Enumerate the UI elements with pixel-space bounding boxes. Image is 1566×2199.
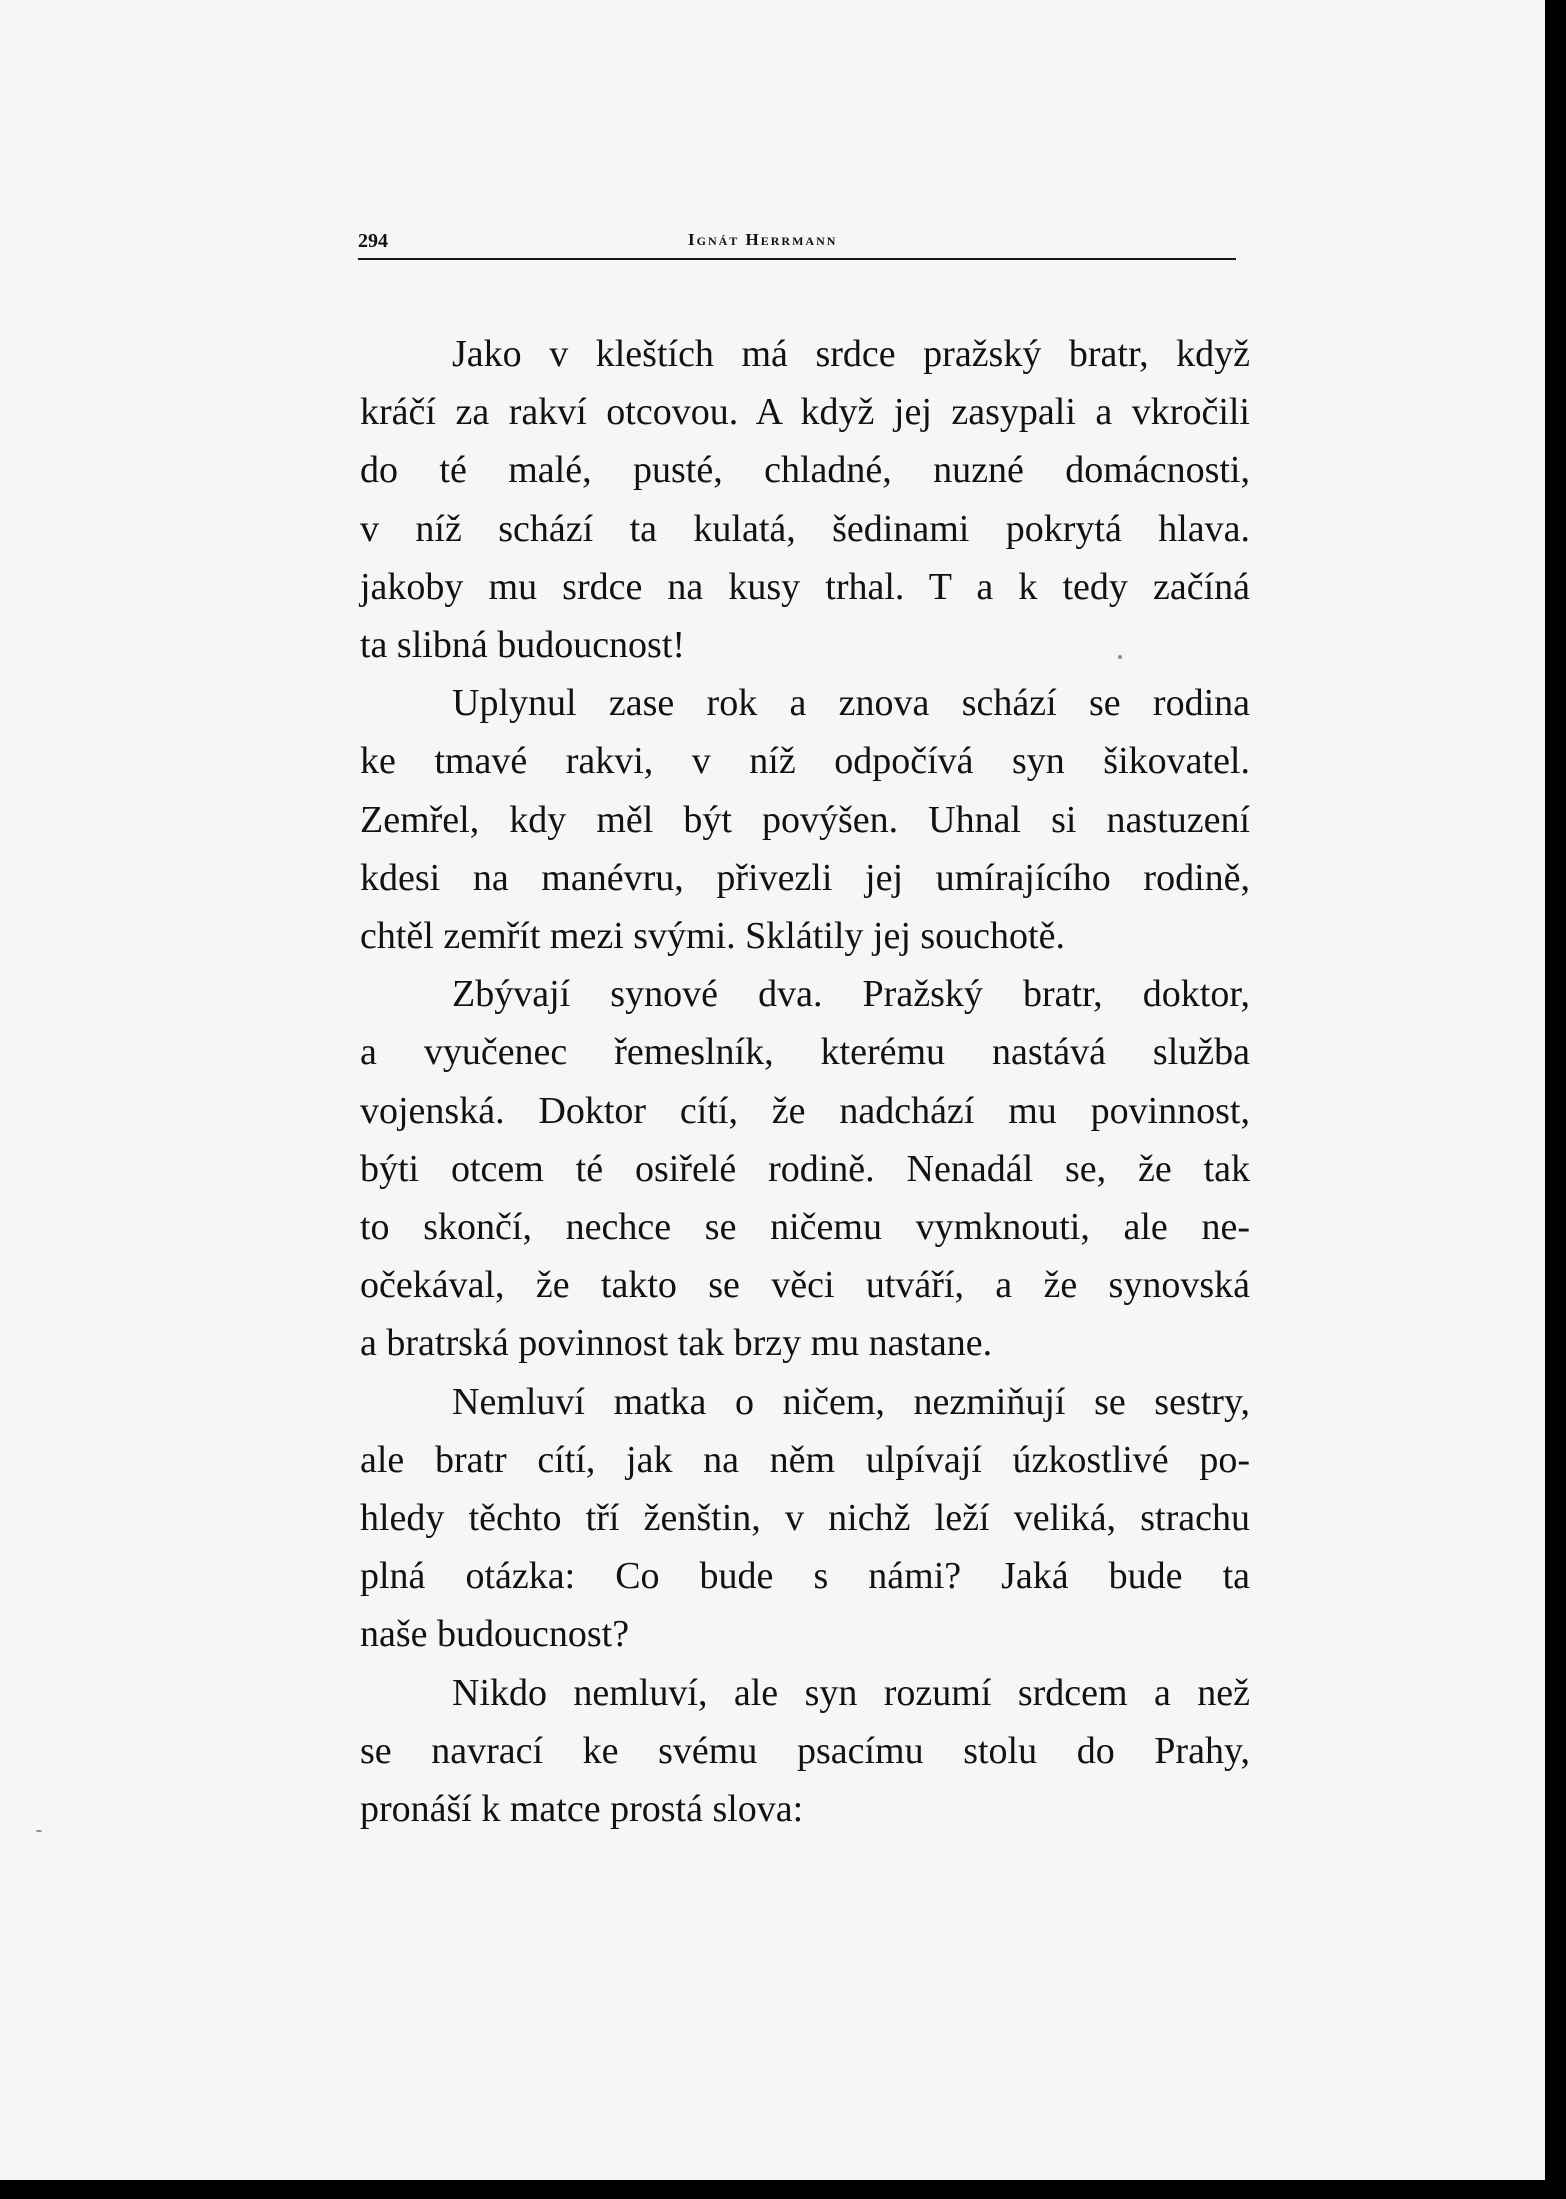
text-line: to skončí, nechce se ničemu vymknouti, ale ne- — [360, 1206, 1250, 1249]
text-line: Uplynul zase rok a znova schází se rodina — [452, 682, 1250, 725]
text-line: hledy těchto tří ženštin, v nichž leží veliká, strachu — [360, 1497, 1250, 1540]
text-line: do té malé, pusté, chladné, nuzné domácnosti, — [360, 449, 1250, 492]
text-line: kráčí za rakví otcovou. A když jej zasypali a vkročili — [360, 391, 1250, 434]
scan-speck — [36, 1830, 42, 1832]
text-line: v níž schází ta kulatá, šedinami pokrytá hlava. — [360, 507, 1250, 550]
paragraph-3 — [360, 965, 1250, 1372]
paragraph-5 — [360, 1664, 1250, 1839]
paragraph-2 — [360, 674, 1250, 965]
text-line: chtěl zemřít mezi svými. Sklátily jej souchotě. — [360, 915, 1065, 958]
text-line: ale bratr cítí, jak na něm ulpívají úzkostlivé po- — [360, 1438, 1250, 1481]
text-line: býti otcem té osiřelé rodině. Nenadál se, že tak — [360, 1147, 1250, 1190]
text-line: naše budoucnost? — [360, 1613, 630, 1656]
text-line: Zbývají synové dva. Pražský bratr, doktor, — [452, 973, 1250, 1016]
body-text — [360, 325, 1250, 1838]
text-line: jakoby mu srdce na kusy trhal. T a k tedy začíná — [360, 565, 1250, 608]
running-head: Ignát Herrmann — [688, 230, 838, 249]
scan-border-right — [1545, 0, 1566, 2199]
text-line: a vyučenec řemeslník, kterému nastává služba — [360, 1031, 1250, 1074]
text-line: ta slibná budoucnost! — [360, 624, 686, 667]
text-line: a bratrská povinnost tak brzy mu nastane. — [360, 1322, 993, 1365]
text-line: se navrací ke svému psacímu stolu do Prahy, — [360, 1729, 1250, 1772]
scan-border-bottom — [0, 2180, 1566, 2199]
text-line: kdesi na manévru, přivezli jej umírajícího rodině, — [360, 856, 1250, 899]
text-line: pronáší k matce prostá slova: — [360, 1788, 804, 1831]
text-line: očekával, že takto se věci utváří, a že synovská — [360, 1264, 1250, 1307]
text-line: plná otázka: Co bude s námi? Jaká bude ta — [360, 1555, 1250, 1598]
text-line: ke tmavé rakvi, v níž odpočívá syn šikovatel. — [360, 740, 1250, 783]
paragraph-4 — [360, 1373, 1250, 1664]
header-rule — [358, 258, 1236, 260]
text-line: Nikdo nemluví, ale syn rozumí srdcem a než — [452, 1671, 1250, 1714]
text-line: Zemřel, kdy měl být povýšen. Uhnal si nastuzení — [360, 798, 1250, 841]
text-line: vojenská. Doktor cítí, že nadchází mu povinnost, — [360, 1089, 1250, 1132]
page-header — [358, 226, 1236, 266]
page-number: 294 — [358, 230, 388, 252]
text-line: Jako v kleštích má srdce pražský bratr, když — [452, 333, 1250, 375]
scan-speck — [1118, 655, 1122, 659]
paragraph-1 — [360, 325, 1250, 674]
text-line: Nemluví matka o ničem, nezmiňují se sestry, — [452, 1380, 1250, 1423]
